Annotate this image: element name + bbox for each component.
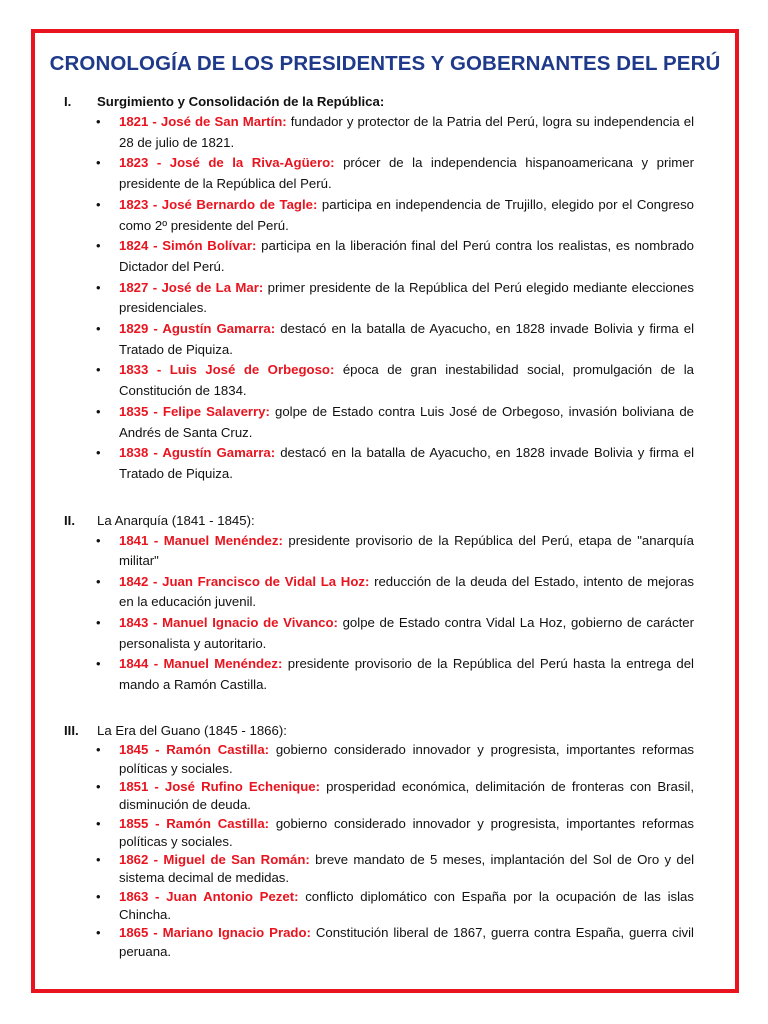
section-heading	[64, 511, 694, 531]
ruler-description: primer presidente de la República del Perú elegido mediante elecciones presidenciales.	[119, 279, 694, 316]
list-item	[64, 319, 694, 360]
list-item	[64, 851, 694, 888]
ruler-name: 1844 - Manuel Menéndez:	[119, 656, 283, 672]
bullet-icon: •	[96, 362, 101, 378]
list-item	[64, 888, 694, 925]
ruler-name: 1824 - Simón Bolívar:	[119, 238, 257, 254]
ruler-name: 1827 - José de La Mar:	[119, 279, 264, 295]
ruler-name: 1829 - Agustín Gamarra:	[119, 321, 276, 337]
item-list	[64, 531, 694, 696]
ruler-name: 1862 - Miguel de San Román:	[119, 852, 310, 868]
bullet-icon: •	[96, 238, 101, 254]
bullet-icon: •	[96, 615, 101, 631]
ruler-description: presidente provisorio de la República del Perú hasta la entrega del mando a Ramón Castilla.	[119, 656, 694, 692]
bullet-icon: •	[96, 155, 101, 171]
ruler-description: prosperidad económica, delimitación de fronteras con Brasil, disminución de deuda.	[119, 779, 694, 813]
ruler-name: 1842 - Juan Francisco de Vidal La Hoz:	[119, 573, 370, 589]
ruler-name: 1838 - Agustín Gamarra:	[119, 445, 276, 461]
ruler-description: destacó en la batalla de Ayacucho, en 1828 invade Bolivia y firma el Tratado de Piquiza.	[119, 445, 695, 481]
ruler-description: época de gran inestabilidad social, promulgación de la Constitución de 1834.	[119, 362, 694, 399]
section-numeral: I.	[64, 94, 72, 109]
list-item	[64, 112, 694, 153]
ruler-description: participa en la liberación final del Perú contra los realistas, es nombrado Dictador del Perú.	[119, 238, 694, 274]
list-item	[64, 924, 694, 961]
section-3	[64, 721, 694, 961]
section-2	[64, 511, 694, 696]
ruler-description: golpe de Estado contra Vidal La Hoz, gobierno de carácter personalista y autoritario.	[119, 615, 694, 651]
section-numeral: II.	[64, 512, 75, 528]
bullet-icon: •	[96, 779, 101, 794]
ruler-description: presidente provisorio de la República del Perú, etapa de "anarquía militar"	[119, 532, 694, 569]
ruler-name: 1823 - José Bernardo de Tagle:	[119, 196, 318, 212]
item-list	[64, 112, 694, 485]
bullet-icon: •	[96, 445, 101, 461]
ruler-name: 1833 - Luis José de Orbegoso:	[119, 362, 335, 378]
ruler-description: golpe de Estado contra Luis José de Orbegoso, invasión boliviana de Andrés de Santa Cruz.	[119, 403, 694, 440]
section-title: Surgimiento y Consolidación de la República:	[97, 94, 385, 109]
bullet-icon: •	[96, 656, 101, 672]
section-numeral: III.	[64, 723, 79, 739]
ruler-name: 1845 - Ramón Castilla:	[119, 742, 270, 758]
bullet-icon: •	[96, 403, 101, 419]
bullet-icon: •	[96, 532, 101, 548]
section-heading	[64, 721, 694, 741]
ruler-description: Constitución liberal de 1867, guerra contra España, guerra civil peruana.	[119, 925, 694, 959]
list-item	[64, 195, 694, 236]
bullet-icon: •	[96, 114, 101, 129]
ruler-name: 1865 - Mariano Ignacio Prado:	[119, 925, 311, 941]
section-1	[64, 92, 694, 485]
list-item	[64, 236, 694, 277]
bullet-icon: •	[96, 888, 101, 904]
ruler-description: breve mandato de 5 meses, implantación del Sol de Oro y del sistema decimal de medidas.	[119, 852, 694, 886]
document-title: CRONOLOGÍA DE LOS PRESIDENTES Y GOBERNANTES DEL PERÚ	[49, 52, 721, 75]
list-item	[64, 531, 694, 572]
bullet-icon: •	[96, 852, 101, 868]
ruler-description: gobierno considerado innovador y progresista, importantes reformas políticas y sociales.	[119, 815, 695, 849]
bullet-icon: •	[96, 925, 101, 941]
ruler-description: destacó en la batalla de Ayacucho, en 1828 invade Bolivia y firma el Tratado de Piquiza.	[119, 321, 695, 357]
section-heading	[64, 92, 694, 112]
ruler-name: 1821 - José de San Martín:	[119, 114, 287, 129]
ruler-description: reducción de la deuda del Estado, intento de mejoras en la educación juvenil.	[119, 573, 694, 610]
ruler-name: 1863 - Juan Antonio Pezet:	[119, 888, 299, 904]
list-item	[64, 402, 694, 443]
list-item	[64, 778, 694, 815]
ruler-name: 1855 - Ramón Castilla:	[119, 815, 270, 831]
bullet-icon: •	[96, 321, 101, 337]
ruler-name: 1851 - José Rufino Echenique:	[119, 779, 320, 794]
list-item	[64, 153, 694, 194]
ruler-name: 1835 - Felipe Salaverry:	[119, 403, 270, 419]
item-list	[64, 741, 694, 961]
list-item	[64, 613, 694, 654]
bullet-icon: •	[96, 742, 101, 758]
ruler-name: 1843 - Manuel Ignacio de Vivanco:	[119, 615, 338, 631]
list-item	[64, 654, 694, 695]
bullet-icon: •	[96, 196, 101, 212]
bullet-icon: •	[96, 815, 101, 831]
section-title: La Era del Guano (1845 - 1866):	[97, 723, 287, 739]
ruler-description: participa en independencia de Trujillo, elegido por el Congreso como 2º presidente del Perú.	[119, 196, 694, 233]
list-item	[64, 741, 694, 778]
bullet-icon: •	[96, 573, 101, 589]
bullet-icon: •	[96, 279, 101, 295]
list-item	[64, 443, 694, 484]
ruler-name: 1823 - José de la Riva-Agüero:	[119, 155, 335, 171]
list-item	[64, 815, 694, 852]
list-item	[64, 572, 694, 613]
ruler-description: gobierno considerado innovador y progresista, importantes reformas políticas y sociales.	[119, 742, 695, 776]
list-item	[64, 360, 694, 401]
document-body	[64, 92, 694, 987]
section-title: La Anarquía (1841 - 1845):	[97, 512, 255, 528]
ruler-name: 1841 - Manuel Menéndez:	[119, 532, 283, 548]
list-item	[64, 278, 694, 319]
ruler-description: prócer de la independencia hispanoamericana y primer presidente de la República del Perú.	[119, 155, 695, 192]
ruler-description: fundador y protector de la Patria del Perú, logra su independencia el 28 de julio de 1821.	[119, 114, 695, 150]
ruler-description: conflicto diplomático con España por la ocupación de las islas Chincha.	[119, 888, 694, 923]
